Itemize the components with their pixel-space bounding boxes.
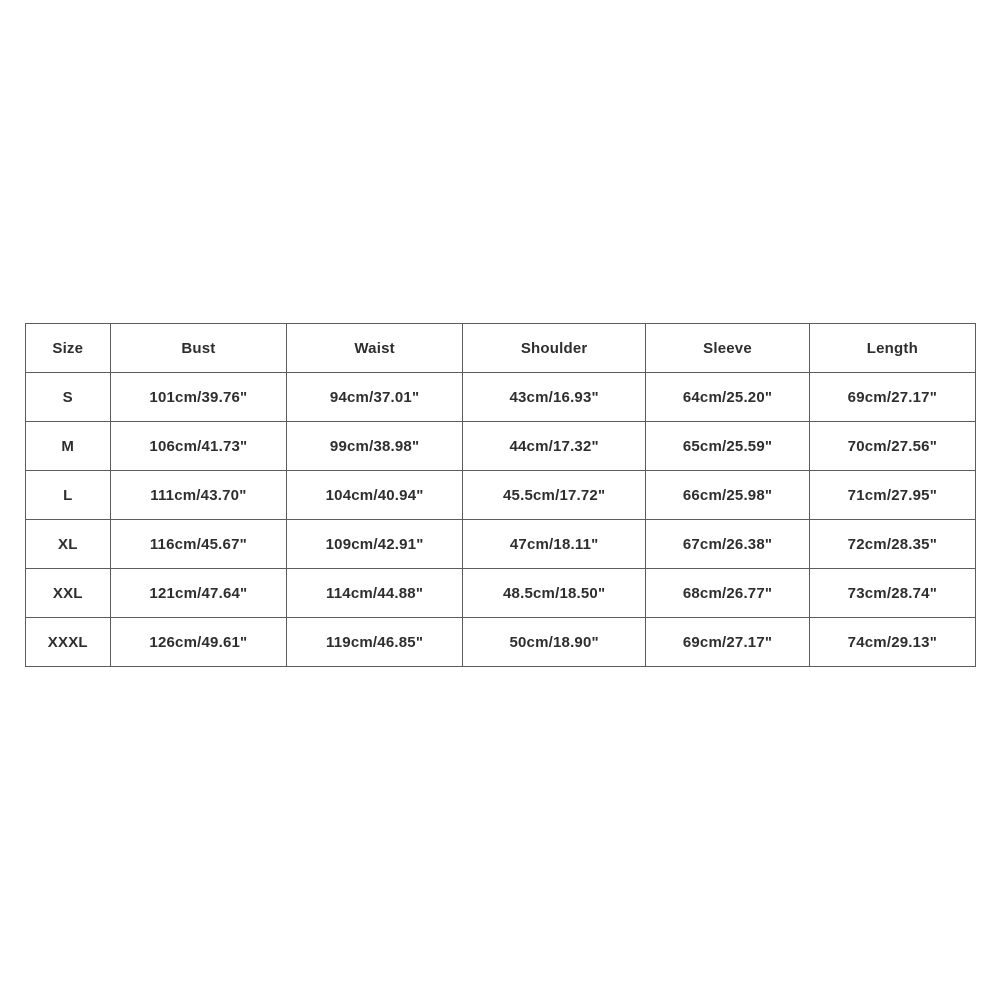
table-row (26, 618, 976, 667)
column-header-bust: Bust (110, 324, 287, 373)
measurement-cell: 50cm/18.90" (462, 618, 645, 667)
table-body (26, 373, 976, 667)
measurement-cell: 68cm/26.77" (646, 569, 809, 618)
measurement-cell: 109cm/42.91" (287, 520, 463, 569)
measurement-cell: 74cm/29.13" (809, 618, 975, 667)
measurement-cell: 65cm/25.59" (646, 422, 809, 471)
measurement-cell: 99cm/38.98" (287, 422, 463, 471)
table-row (26, 373, 976, 422)
column-header-size: Size (26, 324, 111, 373)
measurement-cell: 72cm/28.35" (809, 520, 975, 569)
measurement-cell: 45.5cm/17.72" (462, 471, 645, 520)
size-cell: L (26, 471, 111, 520)
size-cell: XXXL (26, 618, 111, 667)
size-chart-table (25, 323, 976, 667)
measurement-cell: 66cm/25.98" (646, 471, 809, 520)
table-row (26, 520, 976, 569)
size-cell: XL (26, 520, 111, 569)
measurement-cell: 43cm/16.93" (462, 373, 645, 422)
measurement-cell: 116cm/45.67" (110, 520, 287, 569)
measurement-cell: 69cm/27.17" (646, 618, 809, 667)
size-cell: XXL (26, 569, 111, 618)
measurement-cell: 94cm/37.01" (287, 373, 463, 422)
column-header-shoulder: Shoulder (462, 324, 645, 373)
header-row (26, 324, 976, 373)
measurement-cell: 104cm/40.94" (287, 471, 463, 520)
measurement-cell: 64cm/25.20" (646, 373, 809, 422)
measurement-cell: 70cm/27.56" (809, 422, 975, 471)
measurement-cell: 69cm/27.17" (809, 373, 975, 422)
measurement-cell: 44cm/17.32" (462, 422, 645, 471)
column-header-length: Length (809, 324, 975, 373)
measurement-cell: 111cm/43.70" (110, 471, 287, 520)
measurement-cell: 47cm/18.11" (462, 520, 645, 569)
measurement-cell: 73cm/28.74" (809, 569, 975, 618)
measurement-cell: 71cm/27.95" (809, 471, 975, 520)
table-row (26, 422, 976, 471)
measurement-cell: 106cm/41.73" (110, 422, 287, 471)
size-cell: M (26, 422, 111, 471)
measurement-cell: 121cm/47.64" (110, 569, 287, 618)
measurement-cell: 48.5cm/18.50" (462, 569, 645, 618)
measurement-cell: 126cm/49.61" (110, 618, 287, 667)
measurement-cell: 101cm/39.76" (110, 373, 287, 422)
size-chart (25, 323, 976, 667)
column-header-sleeve: Sleeve (646, 324, 809, 373)
table-row (26, 471, 976, 520)
size-cell: S (26, 373, 111, 422)
measurement-cell: 119cm/46.85" (287, 618, 463, 667)
table-row (26, 569, 976, 618)
measurement-cell: 67cm/26.38" (646, 520, 809, 569)
measurement-cell: 114cm/44.88" (287, 569, 463, 618)
column-header-waist: Waist (287, 324, 463, 373)
